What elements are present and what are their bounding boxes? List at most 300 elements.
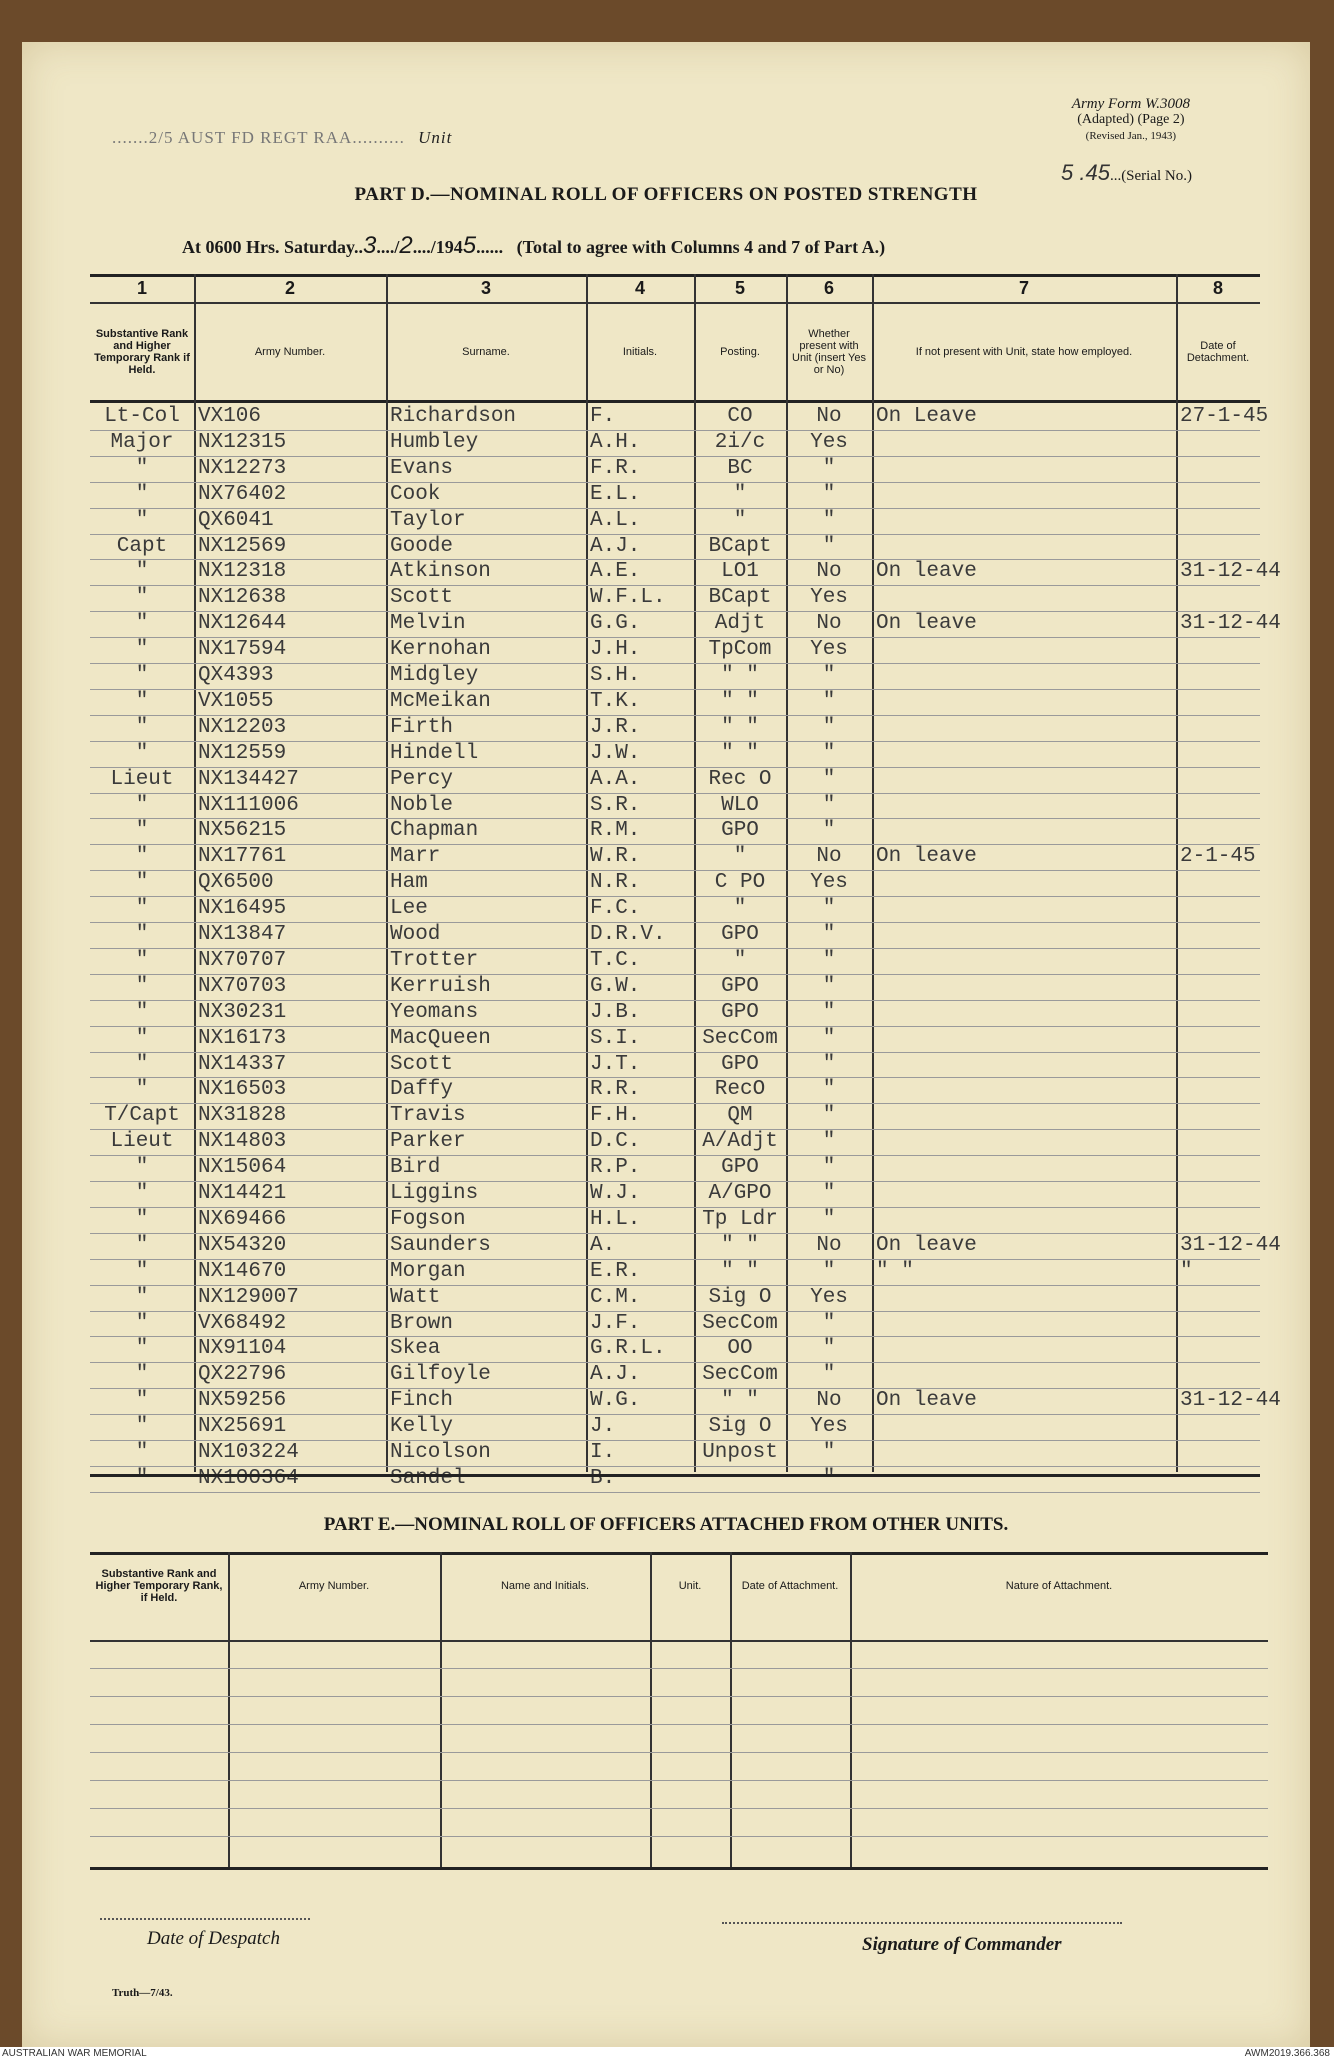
- posting-cell: GPO: [721, 819, 759, 843]
- detachment-date-cell: 2-1-45: [1180, 845, 1256, 869]
- surname-cell: Ham: [390, 871, 428, 895]
- part-e-row-rule: [90, 1808, 1268, 1809]
- army-number-cell: QX4393: [198, 664, 274, 687]
- part-e-column-divider: [730, 1552, 732, 1870]
- employment-cell: On Leave: [876, 405, 977, 428]
- surname-cell: Marr: [390, 845, 441, 869]
- initials-cell: F.H.: [590, 1104, 641, 1128]
- posting-cell: GPO: [721, 974, 759, 998]
- surname-cell: Travis: [390, 1104, 466, 1128]
- posting-cell: GPO: [721, 1000, 759, 1024]
- army-number-cell: NX14670: [198, 1259, 287, 1283]
- initials-cell: R.R.: [590, 1078, 641, 1102]
- posting-cell: Sig O: [708, 1415, 772, 1439]
- surname-cell: Taylor: [390, 508, 466, 532]
- column-number: 5: [734, 278, 745, 298]
- surname-cell: Trotter: [390, 948, 479, 972]
- detachment-date-cell: 31-12-44: [1180, 612, 1281, 636]
- part-e-row-rule: [90, 1780, 1268, 1781]
- army-number-cell: NX56215: [198, 819, 287, 843]
- part-e-row-rule: [90, 1696, 1268, 1697]
- surname-cell: Gilfoyle: [390, 1363, 491, 1387]
- rank-cell: ": [135, 1363, 149, 1387]
- surname-cell: Atkinson: [390, 560, 491, 584]
- initials-cell: B.: [590, 1466, 616, 1490]
- present-cell: ": [822, 715, 836, 739]
- initials-cell: A.J.: [590, 1363, 641, 1387]
- attached-officers-table: [90, 1552, 1268, 1870]
- column-divider: [694, 274, 696, 1472]
- posting-cell: ": [733, 508, 747, 532]
- posting-cell: " ": [721, 741, 759, 765]
- present-cell: No: [816, 1233, 842, 1257]
- rank-cell: ": [135, 456, 149, 480]
- column-divider: [1176, 274, 1178, 1472]
- present-cell: ": [822, 793, 836, 817]
- initials-cell: F.C.: [590, 897, 641, 921]
- present-cell: ": [822, 1104, 836, 1128]
- posting-cell: ": [733, 482, 747, 506]
- present-cell: Yes: [810, 430, 848, 454]
- army-number-cell: NX25691: [198, 1415, 287, 1439]
- initials-cell: C.M.: [590, 1285, 641, 1309]
- initials-cell: J.: [590, 1415, 616, 1439]
- initials-cell: T.K.: [590, 689, 641, 713]
- initials-cell: A.L.: [590, 508, 641, 532]
- army-number-cell: NX12318: [198, 560, 287, 584]
- army-number-cell: NX16173: [198, 1026, 287, 1050]
- initials-cell: J.R.: [590, 715, 641, 739]
- part-e-header-rule: [90, 1640, 1268, 1642]
- unit-line: .......2/5 AUST FD REGT RAA.......... Unit: [112, 128, 453, 147]
- column-number: 2: [284, 278, 295, 298]
- initials-cell: E.L.: [590, 482, 641, 506]
- column-divider: [872, 274, 874, 1472]
- part-e-column-header: Name and Initials.: [500, 1580, 590, 1592]
- column-header: Surname.: [462, 346, 510, 358]
- surname-cell: Evans: [390, 456, 454, 480]
- detachment-date-cell: 31-12-44: [1180, 560, 1281, 584]
- rank-cell: ": [135, 1441, 149, 1464]
- posting-cell: ": [733, 897, 747, 921]
- initials-cell: A.E.: [590, 560, 641, 584]
- surname-cell: McMeikan: [390, 689, 491, 713]
- rank-cell: ": [135, 1337, 149, 1361]
- present-cell: ": [822, 1052, 836, 1076]
- posting-cell: " ": [721, 1233, 759, 1257]
- employment-cell: On leave: [876, 1233, 977, 1257]
- rank-cell: ": [135, 1182, 149, 1205]
- present-cell: ": [822, 1441, 836, 1464]
- unit-value: 2/5 AUST FD REGT RAA: [148, 128, 353, 147]
- form-adapted: (Adapted) (Page 2): [1077, 112, 1185, 127]
- rank-cell: ": [135, 482, 149, 506]
- initials-cell: A.A.: [590, 767, 641, 791]
- posting-cell: " ": [721, 1389, 759, 1413]
- initials-cell: R.M.: [590, 819, 641, 843]
- serial-value: 5 .45: [1061, 160, 1110, 185]
- army-number-cell: QX6500: [198, 871, 274, 895]
- rank-cell: ": [135, 871, 149, 895]
- column-header: Army Number.: [254, 346, 326, 358]
- rank-cell: ": [135, 1311, 149, 1335]
- column-number: 3: [480, 278, 491, 298]
- present-cell: ": [822, 974, 836, 998]
- part-e-title: PART E.—NOMINAL ROLL OF OFFICERS ATTACHED FROM OTHER UNITS.: [323, 1514, 1009, 1535]
- column-number: 6: [823, 278, 834, 298]
- present-cell: Yes: [810, 1415, 848, 1439]
- initials-cell: S.R.: [590, 793, 641, 817]
- initials-cell: H.L.: [590, 1207, 641, 1231]
- surname-cell: Finch: [390, 1389, 454, 1413]
- posting-cell: " ": [721, 1259, 759, 1283]
- surname-cell: Liggins: [390, 1182, 479, 1205]
- column-divider: [386, 274, 388, 1472]
- posting-cell: SecCom: [702, 1026, 778, 1050]
- serial-label: (Serial No.): [1121, 168, 1192, 184]
- initials-cell: R.P.: [590, 1156, 641, 1180]
- nominal-roll-table: [90, 274, 1281, 1490]
- posting-cell: WLO: [721, 793, 759, 817]
- surname-cell: Melvin: [390, 612, 466, 636]
- present-cell: ": [822, 1156, 836, 1180]
- present-cell: ": [822, 741, 836, 765]
- column-number: 1: [136, 278, 147, 298]
- army-number-cell: NX54320: [198, 1233, 287, 1257]
- rank-cell: ": [135, 948, 149, 972]
- initials-cell: W.G.: [590, 1389, 641, 1413]
- part-e-column-header: Army Number.: [298, 1580, 370, 1592]
- present-cell: No: [816, 1389, 842, 1413]
- unit-label: Unit: [418, 128, 453, 147]
- table-bottom-rule: [90, 1474, 1260, 1477]
- army-number-cell: VX1055: [198, 689, 274, 713]
- part-e-row-rule: [90, 1668, 1268, 1669]
- army-number-cell: NX12559: [198, 741, 287, 765]
- part-e-column-divider: [228, 1552, 230, 1870]
- army-number-cell: NX13847: [198, 923, 287, 946]
- present-cell: No: [816, 612, 842, 636]
- date-line: At 0600 Hrs. Saturday..3..../2..../1945...... (Total to agree with Columns 4 and 7 of Part A.): [182, 232, 886, 259]
- surname-cell: Percy: [390, 767, 454, 791]
- initials-cell: A.H.: [590, 430, 641, 454]
- army-number-cell: NX69466: [198, 1207, 287, 1231]
- rank-cell: ": [135, 845, 149, 869]
- detachment-date-cell: ": [1180, 1259, 1193, 1283]
- initials-cell: J.H.: [590, 638, 641, 662]
- rank-cell: ": [135, 1000, 149, 1024]
- rank-cell: ": [135, 1156, 149, 1180]
- initials-cell: S.H.: [590, 664, 641, 687]
- posting-cell: QM: [727, 1104, 753, 1128]
- surname-cell: Kerruish: [390, 974, 491, 998]
- posting-cell: BCapt: [708, 534, 772, 558]
- army-number-cell: NX59256: [198, 1389, 287, 1413]
- part-e-column-header: Substantive Rank and Higher Temporary Rank, if Held.: [95, 1568, 223, 1604]
- header-bottom-rule: [90, 400, 1260, 403]
- present-cell: ": [822, 534, 836, 558]
- initials-cell: A.J.: [590, 534, 641, 558]
- posting-cell: RecO: [714, 1078, 766, 1102]
- part-e-column-divider: [650, 1552, 652, 1870]
- present-cell: Yes: [810, 871, 848, 895]
- present-cell: Yes: [810, 1285, 848, 1309]
- present-cell: No: [816, 560, 842, 584]
- initials-cell: J.T.: [590, 1052, 641, 1076]
- posting-cell: A/Adjt: [702, 1130, 778, 1154]
- posting-cell: BCapt: [708, 586, 772, 610]
- initials-cell: G.W.: [590, 974, 641, 998]
- present-cell: ": [822, 1026, 836, 1050]
- rank-cell: T/Capt: [104, 1104, 180, 1128]
- signature-dotted-line: [722, 1922, 1122, 1924]
- date-day: 3: [363, 232, 377, 259]
- initials-cell: G.G.: [590, 612, 641, 636]
- present-cell: ": [822, 1311, 836, 1335]
- rank-cell: ": [135, 793, 149, 817]
- detachment-date-cell: 31-12-44: [1180, 1389, 1281, 1413]
- date-year-digit: 5: [462, 232, 477, 259]
- surname-cell: Hindell: [390, 741, 479, 765]
- date-year-prefix: 194: [435, 237, 463, 257]
- surname-cell: Fogson: [390, 1207, 466, 1231]
- rank-cell: ": [135, 638, 149, 662]
- present-cell: ": [822, 767, 836, 791]
- present-cell: ": [822, 482, 836, 506]
- part-d-title: PART D.—NOMINAL ROLL OF OFFICERS ON POSTED STRENGTH: [354, 184, 978, 205]
- posting-cell: ": [733, 948, 747, 972]
- initials-cell: A.: [590, 1233, 616, 1257]
- rank-cell: Lieut: [110, 1130, 174, 1154]
- posting-cell: GPO: [721, 923, 759, 946]
- army-number-cell: NX12203: [198, 715, 287, 739]
- posting-cell: Unpost: [702, 1441, 778, 1464]
- surname-cell: Firth: [390, 715, 454, 739]
- column-header: If not present with Unit, state how employed.: [915, 346, 1133, 358]
- present-cell: ": [822, 1078, 836, 1102]
- initials-cell: J.W.: [590, 741, 641, 765]
- part-e-top-rule: [90, 1552, 1268, 1555]
- rank-cell: ": [135, 1285, 149, 1309]
- archive-caption-bar: [0, 2047, 1334, 2061]
- army-number-cell: NX31828: [198, 1104, 287, 1128]
- surname-cell: Chapman: [390, 819, 479, 843]
- army-number-cell: NX129007: [198, 1285, 299, 1309]
- army-number-cell: NX17761: [198, 845, 287, 869]
- part-e-bottom-rule: [90, 1867, 1268, 1870]
- army-number-cell: NX12638: [198, 586, 287, 610]
- army-number-cell: NX91104: [198, 1337, 287, 1361]
- part-e-column-divider: [850, 1552, 852, 1870]
- rank-cell: Capt: [116, 534, 168, 558]
- army-number-cell: NX70703: [198, 974, 287, 998]
- posting-cell: CO: [727, 405, 753, 428]
- surname-cell: Bird: [390, 1156, 441, 1180]
- part-e-row-rule: [90, 1752, 1268, 1753]
- employment-cell: " ": [876, 1259, 914, 1283]
- army-number-cell: NX16495: [198, 897, 287, 921]
- printer-imprint: Truth—7/43.: [112, 1987, 173, 1999]
- surname-cell: Lee: [390, 897, 428, 921]
- posting-cell: Adjt: [714, 612, 766, 636]
- posting-cell: TpCom: [708, 638, 772, 662]
- part-e-row-rule: [90, 1724, 1268, 1725]
- present-cell: ": [822, 948, 836, 972]
- posting-cell: SecCom: [702, 1363, 778, 1387]
- surname-cell: Kernohan: [390, 638, 491, 662]
- army-number-cell: NX14803: [198, 1130, 287, 1154]
- present-cell: ": [822, 1259, 836, 1283]
- initials-cell: G.R.L.: [590, 1337, 666, 1361]
- initials-cell: D.R.V.: [590, 923, 666, 946]
- surname-cell: Scott: [390, 1052, 454, 1076]
- rank-cell: ": [135, 1389, 149, 1413]
- army-number-cell: NX30231: [198, 1000, 287, 1024]
- part-e-column-header: Nature of Attachment.: [1005, 1580, 1113, 1592]
- surname-cell: Cook: [390, 482, 441, 506]
- form-identifier: [1072, 96, 1190, 144]
- rank-cell: ": [135, 586, 149, 610]
- date-prefix: At 0600 Hrs. Saturday: [182, 237, 355, 257]
- surname-cell: Wood: [390, 923, 441, 946]
- surname-cell: Midgley: [390, 664, 479, 687]
- rank-cell: ": [135, 1052, 149, 1076]
- form-number: Army Form W.3008: [1071, 96, 1190, 112]
- army-number-cell: NX12644: [198, 612, 287, 636]
- surname-cell: Skea: [390, 1337, 441, 1361]
- posting-cell: Tp Ldr: [702, 1207, 778, 1231]
- rank-cell: ": [135, 1233, 149, 1257]
- column-number: 4: [634, 278, 645, 298]
- surname-cell: Brown: [390, 1311, 454, 1335]
- form-revised: (Revised Jan., 1943): [1085, 130, 1177, 142]
- army-number-cell: VX106: [198, 405, 262, 428]
- date-of-despatch-label: Date of Despatch: [147, 1928, 280, 1949]
- employment-cell: On leave: [876, 560, 977, 584]
- surname-cell: Daffy: [390, 1078, 454, 1102]
- column-header: Whether present with Unit (insert Yes or No): [792, 328, 866, 376]
- column-divider: [586, 274, 588, 1472]
- signature-label: Signature of Commander: [862, 1934, 1062, 1955]
- rank-cell: Lt-Col: [104, 405, 180, 428]
- column-divider: [194, 274, 196, 1472]
- surname-cell: Nicolson: [390, 1441, 491, 1464]
- present-cell: Yes: [810, 586, 848, 610]
- initials-cell: T.C.: [590, 948, 641, 972]
- surname-cell: Watt: [390, 1285, 441, 1309]
- posting-cell: ": [733, 845, 747, 869]
- surname-cell: Noble: [390, 793, 454, 817]
- surname-cell: Yeomans: [390, 1000, 479, 1024]
- surname-cell: Saunders: [390, 1233, 491, 1257]
- column-divider: [786, 274, 788, 1472]
- part-e-column-header: Date of Attachment.: [741, 1580, 839, 1592]
- present-cell: ": [822, 1363, 836, 1387]
- row-rule: [90, 1492, 1260, 1493]
- present-cell: ": [822, 819, 836, 843]
- column-number: 7: [1018, 278, 1029, 298]
- initials-cell: D.C.: [590, 1130, 641, 1154]
- column-header: Initials.: [622, 346, 658, 358]
- form-page: [22, 42, 1310, 2047]
- detachment-date-cell: 31-12-44: [1180, 1233, 1281, 1257]
- rank-cell: ": [135, 897, 149, 921]
- posting-cell: GPO: [721, 1156, 759, 1180]
- date-month: 2: [399, 232, 413, 259]
- present-cell: ": [822, 1466, 836, 1490]
- army-number-cell: NX14337: [198, 1052, 287, 1076]
- initials-cell: E.R.: [590, 1259, 641, 1283]
- part-e-column-header: Unit.: [678, 1580, 702, 1592]
- posting-cell: OO: [727, 1337, 753, 1361]
- rank-cell: ": [135, 1415, 149, 1439]
- archive-accession: AWM2019.366.368: [1244, 2048, 1330, 2059]
- rank-cell: Lieut: [110, 767, 174, 791]
- present-cell: ": [822, 1337, 836, 1361]
- date-suffix: (Total to agree with Columns 4 and 7 of Part A.): [516, 237, 886, 257]
- present-cell: No: [816, 405, 842, 428]
- rank-cell: ": [135, 715, 149, 739]
- rank-cell: ": [135, 974, 149, 998]
- initials-cell: F.: [590, 405, 616, 428]
- army-number-cell: QX6041: [198, 508, 274, 532]
- initials-cell: I.: [590, 1441, 616, 1464]
- present-cell: ": [822, 1182, 836, 1205]
- column-header: Substantive Rank and Higher Temporary Rank if Held.: [94, 328, 190, 376]
- column-header: Posting.: [720, 346, 760, 358]
- rank-cell: ": [135, 1207, 149, 1231]
- posting-cell: C PO: [714, 871, 766, 895]
- date-dotted-line: [100, 1918, 310, 1920]
- army-number-cell: NX100364: [198, 1466, 299, 1490]
- archive-institution: AUSTRALIAN WAR MEMORIAL: [2, 2048, 147, 2059]
- rank-cell: ": [135, 1078, 149, 1102]
- rank-cell: ": [135, 923, 149, 946]
- part-e-row-rule: [90, 1836, 1268, 1837]
- surname-cell: Richardson: [390, 405, 517, 428]
- army-number-cell: NX111006: [198, 793, 299, 817]
- initials-cell: J.F.: [590, 1311, 641, 1335]
- present-cell: ": [822, 456, 836, 480]
- army-number-cell: VX68492: [198, 1311, 287, 1335]
- employment-cell: On leave: [876, 612, 977, 636]
- posting-cell: 2i/c: [714, 430, 766, 454]
- surname-cell: Scott: [390, 586, 454, 610]
- posting-cell: " ": [721, 664, 759, 687]
- initials-cell: J.B.: [590, 1000, 641, 1024]
- serial-number: 5 .45...(Serial No.): [1061, 160, 1192, 185]
- surname-cell: Kelly: [390, 1415, 454, 1439]
- present-cell: ": [822, 689, 836, 713]
- posting-cell: LO1: [721, 560, 759, 584]
- army-number-cell: NX16503: [198, 1078, 287, 1102]
- posting-cell: Rec O: [708, 767, 772, 791]
- army-number-cell: NX70707: [198, 948, 287, 972]
- present-cell: ": [822, 1207, 836, 1231]
- rank-cell: ": [135, 612, 149, 636]
- present-cell: ": [822, 1130, 836, 1154]
- surname-cell: Morgan: [390, 1259, 466, 1283]
- posting-cell: SecCom: [702, 1311, 778, 1335]
- rank-cell: ": [135, 1026, 149, 1050]
- army-number-cell: NX76402: [198, 482, 287, 506]
- detachment-date-cell: 27-1-45: [1180, 405, 1269, 428]
- posting-cell: BC: [727, 456, 753, 480]
- employment-cell: On leave: [876, 845, 977, 869]
- posting-cell: Sig O: [708, 1285, 772, 1309]
- army-number-cell: NX17594: [198, 638, 287, 662]
- initials-cell: S.I.: [590, 1026, 641, 1050]
